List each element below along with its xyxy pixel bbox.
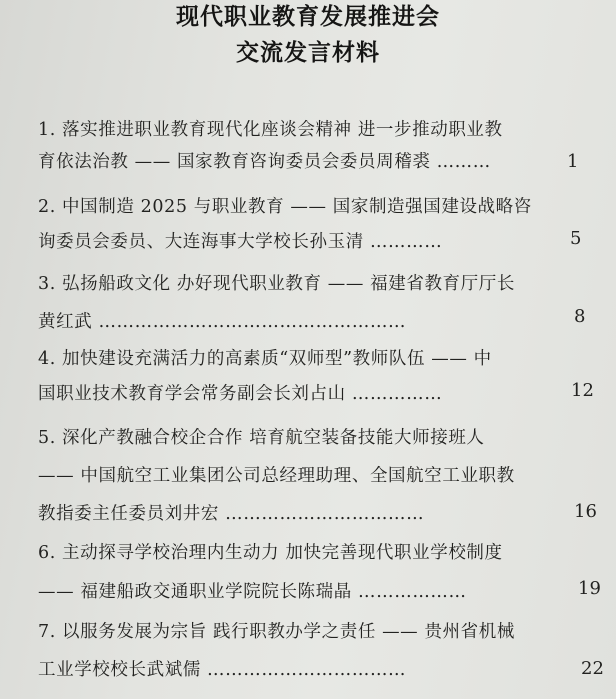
toc-entry-5-line-1: 5. 深化产教融合校企合作 培育航空装备技能大师接班人 (38, 428, 485, 448)
toc-entry-6-line-1: 6. 主动探寻学校治理内生动力 加快完善现代职业学校制度 (38, 543, 503, 563)
toc-entry-1-line-2: 育依法治教 —— 国家教育咨询委员会委员周稽裘 ……… (38, 152, 491, 172)
toc-entry-3-page: 8 (574, 306, 586, 327)
toc-entry-2-line-2: 询委员会委员、大连海事大学校长孙玉清 ………… (38, 232, 443, 252)
toc-entry-6-line-2: —— 福建船政交通职业学院院长陈瑞晶 ……………… (38, 582, 467, 602)
toc-entry-4-page: 12 (571, 380, 594, 401)
title-line-2: 交流发言材料 (236, 40, 380, 66)
toc-entry-7-line-1: 7. 以服务发展为宗旨 践行职教办学之责任 —— 贵州省机械 (38, 622, 515, 642)
toc-entry-5-line-2: —— 中国航空工业集团公司总经理助理、全国航空工业职教 (38, 466, 515, 486)
toc-entry-5-line-3: 教指委主任委员刘井宏 …………………………… (38, 504, 425, 524)
toc-entry-6-page: 19 (578, 578, 601, 599)
toc-entry-4-line-1: 4. 加快建设充满活力的高素质“双师型”教师队伍 —— 中 (38, 349, 492, 369)
toc-entry-4-line-2: 国职业技术教育学会常务副会长刘占山 …………… (38, 384, 443, 404)
toc-entry-5-page: 16 (574, 501, 597, 522)
toc-entry-2-line-1: 2. 中国制造 2025 与职业教育 —— 国家制造强国建设战略咨 (38, 197, 532, 217)
toc-entry-7-page: 22 (581, 658, 604, 679)
toc-entry-3-line-1: 3. 弘扬船政文化 办好现代职业教育 —— 福建省教育厅厅长 (38, 274, 515, 294)
toc-entry-1-page: 1 (567, 151, 579, 172)
toc-entry-3-line-2: 黄红武 …………………………………………… (38, 312, 407, 332)
title-line-1: 现代职业教育发展推进会 (176, 4, 440, 30)
toc-entry-1-line-1: 1. 落实推进职业教育现代化座谈会精神 进一步推动职业教 (38, 120, 503, 140)
toc-entry-2-page: 5 (570, 228, 582, 249)
toc-entry-7-line-2: 工业学校校长武斌儒 …………………………… (38, 660, 407, 680)
